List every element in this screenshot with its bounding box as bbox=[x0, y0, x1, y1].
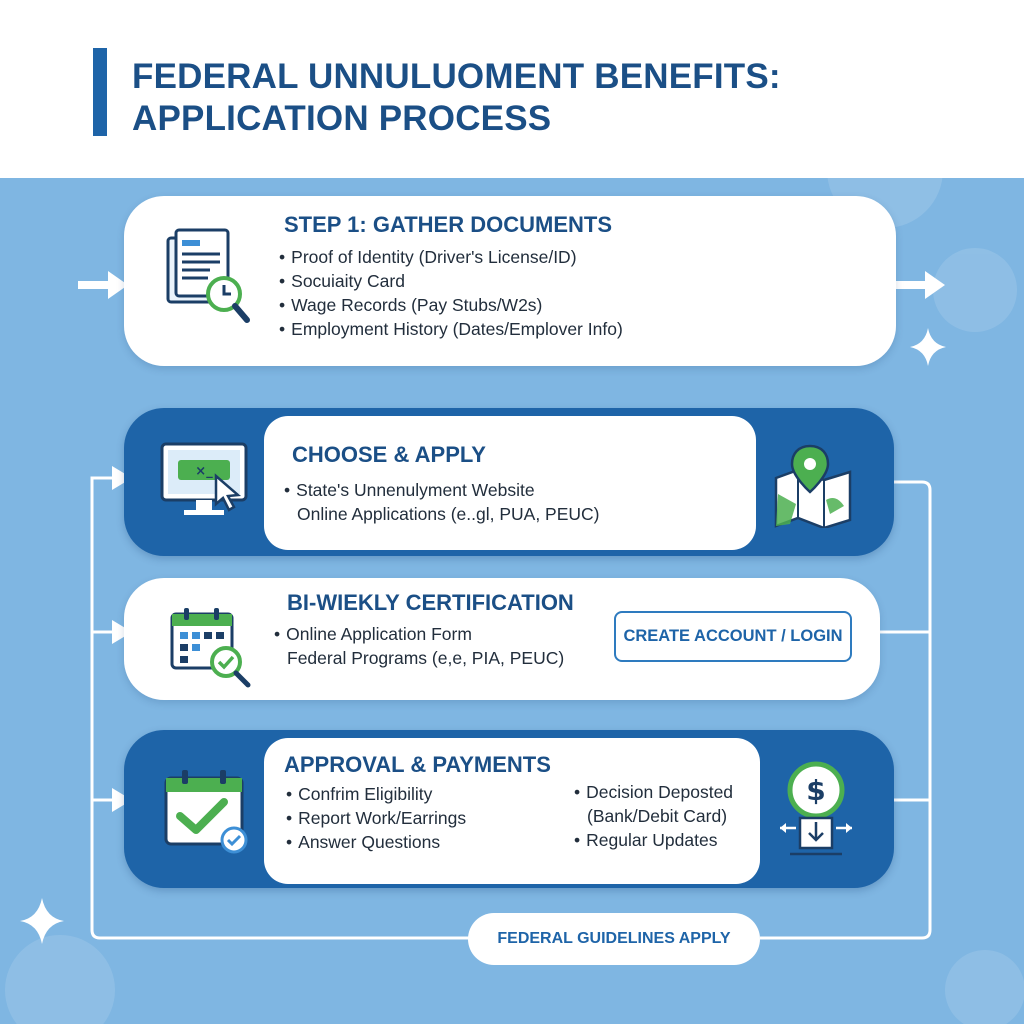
title-line-1: FEDERAL UNNULUOMENT BENEFITS: bbox=[132, 57, 781, 96]
step-2-card bbox=[124, 408, 894, 556]
list-item: • Answer Questions bbox=[286, 830, 466, 854]
svg-text:×_: ×_ bbox=[195, 464, 213, 479]
list-item: • Decision Deposted bbox=[574, 780, 733, 804]
step-4-title: APPROVAL & PAYMENTS bbox=[284, 752, 551, 777]
list-item: Federal Programs (e,e, PIA, PEUC) bbox=[287, 648, 565, 668]
header bbox=[0, 0, 1024, 178]
calendar-check-icon bbox=[162, 768, 252, 854]
step-4-card bbox=[124, 730, 894, 888]
page-title bbox=[132, 56, 781, 140]
list-item: Online Applications (e..gl, PUA, PEUC) bbox=[297, 504, 600, 524]
step-2-title: CHOOSE & APPLY bbox=[292, 442, 486, 467]
step-2-list bbox=[284, 478, 600, 526]
create-account-login-button[interactable]: CREATE ACCOUNT / LOGIN bbox=[614, 611, 852, 662]
map-pin-icon bbox=[770, 444, 856, 528]
step-1-title: STEP 1: GATHER DOCUMENTS bbox=[284, 212, 612, 237]
list-item: • Proof of Identity (Driver's License/ID) bbox=[279, 245, 623, 269]
step-4-list-left bbox=[286, 782, 466, 854]
step-4-list-right bbox=[574, 780, 733, 852]
documents-magnifier-icon bbox=[162, 228, 252, 328]
list-item: (Bank/Debit Card) bbox=[587, 806, 728, 826]
calendar-magnifier-icon bbox=[168, 606, 256, 688]
step-3-title: BI-WIEKLY CERTIFICATION bbox=[287, 590, 574, 615]
list-item: • Socuiaity Card bbox=[279, 269, 623, 293]
title-accent-bar bbox=[93, 48, 107, 136]
list-item: • Employment History (Dates/Emplover Info) bbox=[279, 317, 623, 341]
list-item: • State's Unnenulyment Website bbox=[284, 478, 600, 502]
federal-guidelines-badge: FEDERAL GUIDELINES APPLY bbox=[468, 913, 760, 965]
step-1-list bbox=[279, 245, 623, 341]
dollar-coin-icon bbox=[776, 760, 856, 860]
computer-cursor-icon bbox=[158, 442, 250, 522]
list-item: • Wage Records (Pay Stubs/W2s) bbox=[279, 293, 623, 317]
title-line-2: APPLICATION PROCESS bbox=[132, 99, 552, 138]
list-item: • Online Application Form bbox=[274, 622, 564, 646]
step-2-content bbox=[264, 416, 756, 550]
svg-text:$: $ bbox=[806, 774, 826, 807]
step-4-content bbox=[264, 738, 760, 884]
step-3-list bbox=[274, 622, 564, 670]
list-item: • Report Work/Earrings bbox=[286, 806, 466, 830]
list-item: • Regular Updates bbox=[574, 828, 733, 852]
step-1-card bbox=[124, 196, 896, 366]
list-item: • Confrim Eligibility bbox=[286, 782, 466, 806]
